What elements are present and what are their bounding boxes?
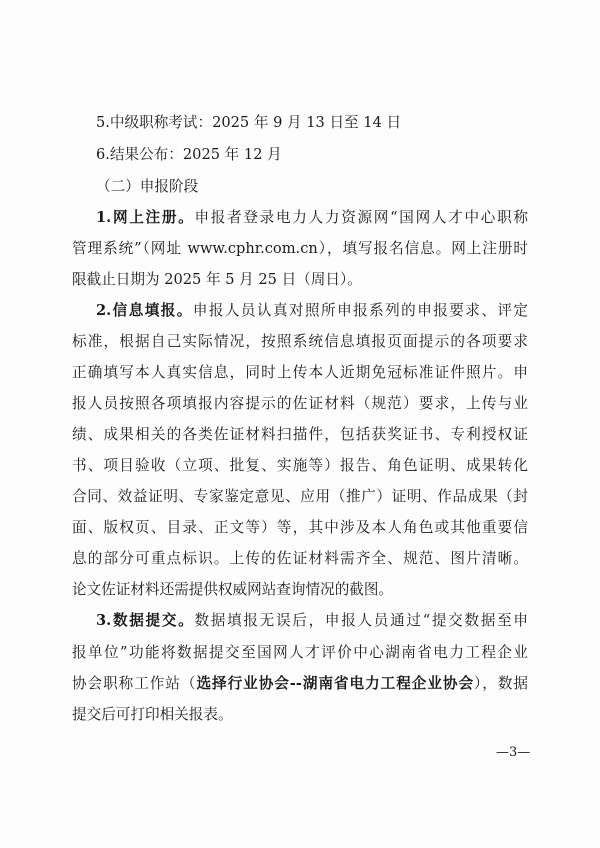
- paragraph-info-filling-line: 书、项目验收（立项、批复、实施等）报告、角色证明、成果转化: [72, 457, 528, 474]
- paragraph-text: 申报人员认真对照所申报系列的申报要求、评定: [192, 302, 528, 319]
- paragraph-info-filling-line-1: [96, 302, 528, 320]
- emphasized-association-name: 选择行业协会--湖南省电力工程企业协会: [196, 675, 475, 692]
- paragraph-text: 协会职称工作站（: [72, 675, 197, 692]
- paragraph-info-filling-line: 标准，根据自己实际情况，按照系统信息填报页面提示的各项要求: [72, 333, 528, 350]
- page-number: —3—: [496, 745, 531, 760]
- paragraph-text: 数据填报无误后，申报人员通过“提交数据至申: [194, 612, 528, 629]
- paragraph-heading-info-filling: 2.信息填报。: [96, 302, 193, 319]
- schedule-item-mid-level-exam: 5.中级职称考试：2025 年 9 月 13 日至 14 日: [96, 114, 402, 131]
- paragraph-data-submission-line-2: 报单位”功能将数据提交至国网人才评价中心湖南省电力工程企业: [72, 644, 528, 661]
- schedule-item-results-release: 6.结果公布：2025 年 12 月: [96, 146, 282, 163]
- paragraph-info-filling-line: 报人员按照各项填报内容提示的佐证材料（规范）要求，上传与业: [72, 395, 528, 412]
- paragraph-text: ），数据: [474, 675, 528, 692]
- paragraph-info-filling-line: 面、版权页、目录、正文等）等，其中涉及本人角色或其他重要信: [72, 519, 528, 536]
- paragraph-online-registration-line-2: 管理系统”（网址 www.cphr.com.cn），填写报名信息。网上注册时: [72, 240, 528, 257]
- paragraph-info-filling-line: 论文佐证材料还需提供权威网站查询情况的截图。: [72, 581, 394, 598]
- paragraph-data-submission-line-1: [96, 612, 528, 630]
- paragraph-online-registration-line-3: 限截止日期为 2025 年 5 月 25 日（周日）。: [72, 271, 362, 288]
- paragraph-info-filling-line: 息的部分可重点标识。上传的佐证材料需齐全、规范、图片清晰。: [72, 550, 528, 567]
- paragraph-data-submission-line-4: 提交后可打印相关报表。: [72, 706, 233, 723]
- paragraph-heading-online-registration: 1.网上注册。: [96, 209, 195, 226]
- paragraph-heading-data-submission: 3.数据提交。: [96, 612, 195, 629]
- paragraph-info-filling-line: 正确填写本人真实信息，同时上传本人近期免冠标准证件照片。申: [72, 364, 528, 381]
- paragraph-info-filling-line: 绩、成果相关的各类佐证材料扫描件，包括获奖证书、专利授权证: [72, 426, 528, 443]
- paragraph-text: 申报者登录电力人力资源网“国网人才中心职称: [194, 209, 528, 226]
- paragraph-data-submission-line-3: [72, 675, 528, 693]
- section-heading-application-stage: （二）申报阶段: [96, 178, 199, 195]
- paragraph-online-registration-line-1: [96, 209, 528, 227]
- paragraph-info-filling-line: 合同、效益证明、专家鉴定意见、应用（推广）证明、作品成果（封: [72, 488, 528, 505]
